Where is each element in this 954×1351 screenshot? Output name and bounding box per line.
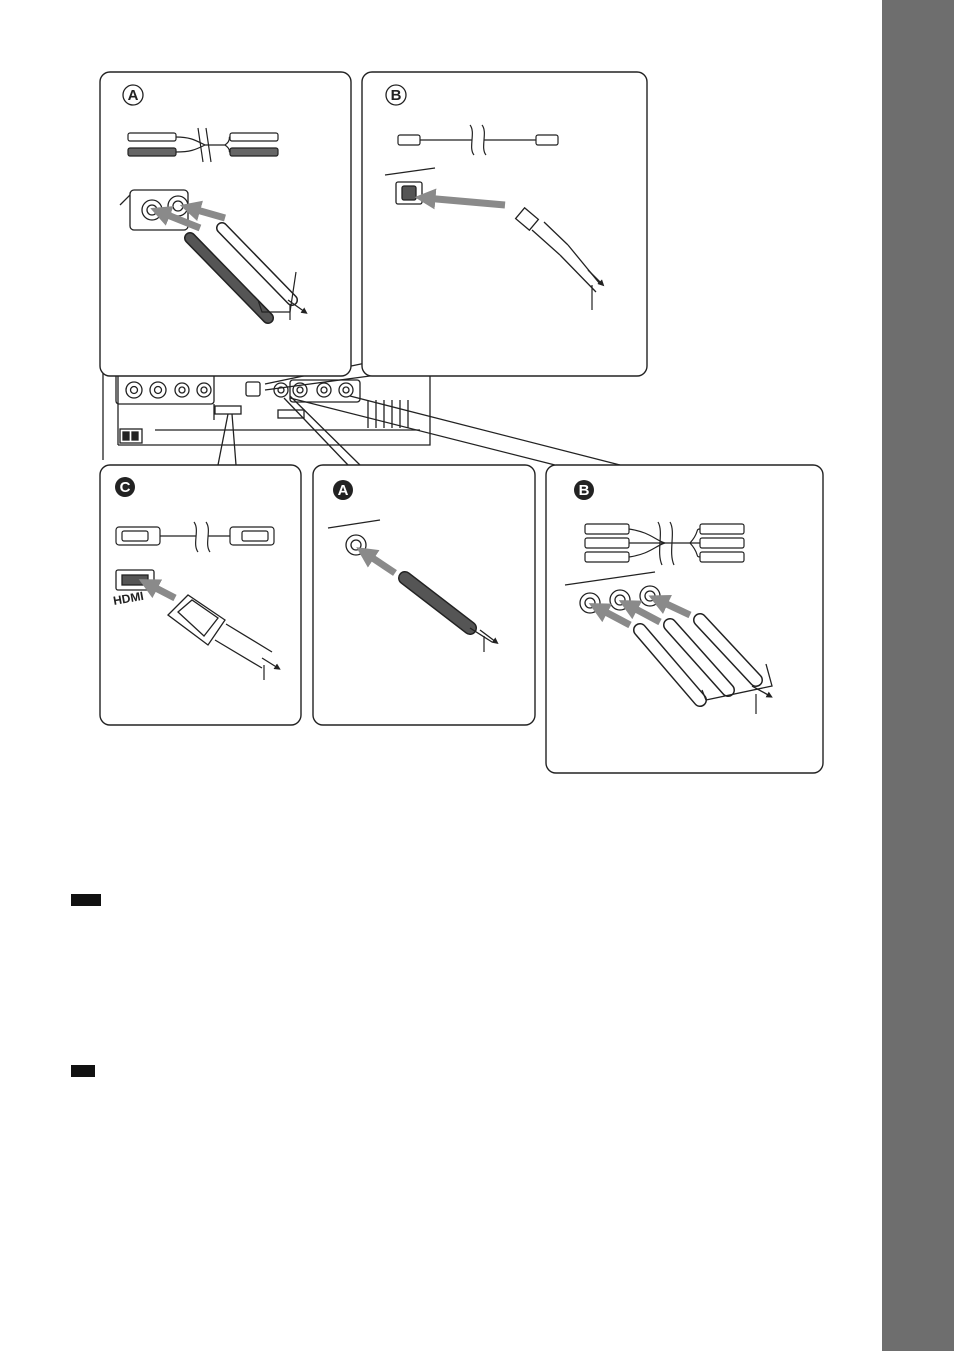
panel-label-b2: B bbox=[578, 482, 590, 499]
panel-label-c: C bbox=[119, 479, 131, 496]
panel-label-a2: A bbox=[337, 482, 349, 499]
panel-top-left bbox=[100, 72, 351, 376]
panel-top-right bbox=[362, 72, 647, 376]
note-marker bbox=[71, 894, 101, 906]
panel-bottom-middle bbox=[313, 465, 535, 725]
panel-bottom-left bbox=[100, 465, 301, 725]
tip-marker bbox=[71, 1065, 95, 1077]
panel-bottom-right bbox=[546, 465, 823, 773]
panel-label-b1: B bbox=[390, 87, 402, 104]
side-tab bbox=[882, 0, 954, 1351]
panel-label-a1: A bbox=[127, 87, 139, 104]
hdmi-port-label: HDMI bbox=[112, 588, 145, 608]
